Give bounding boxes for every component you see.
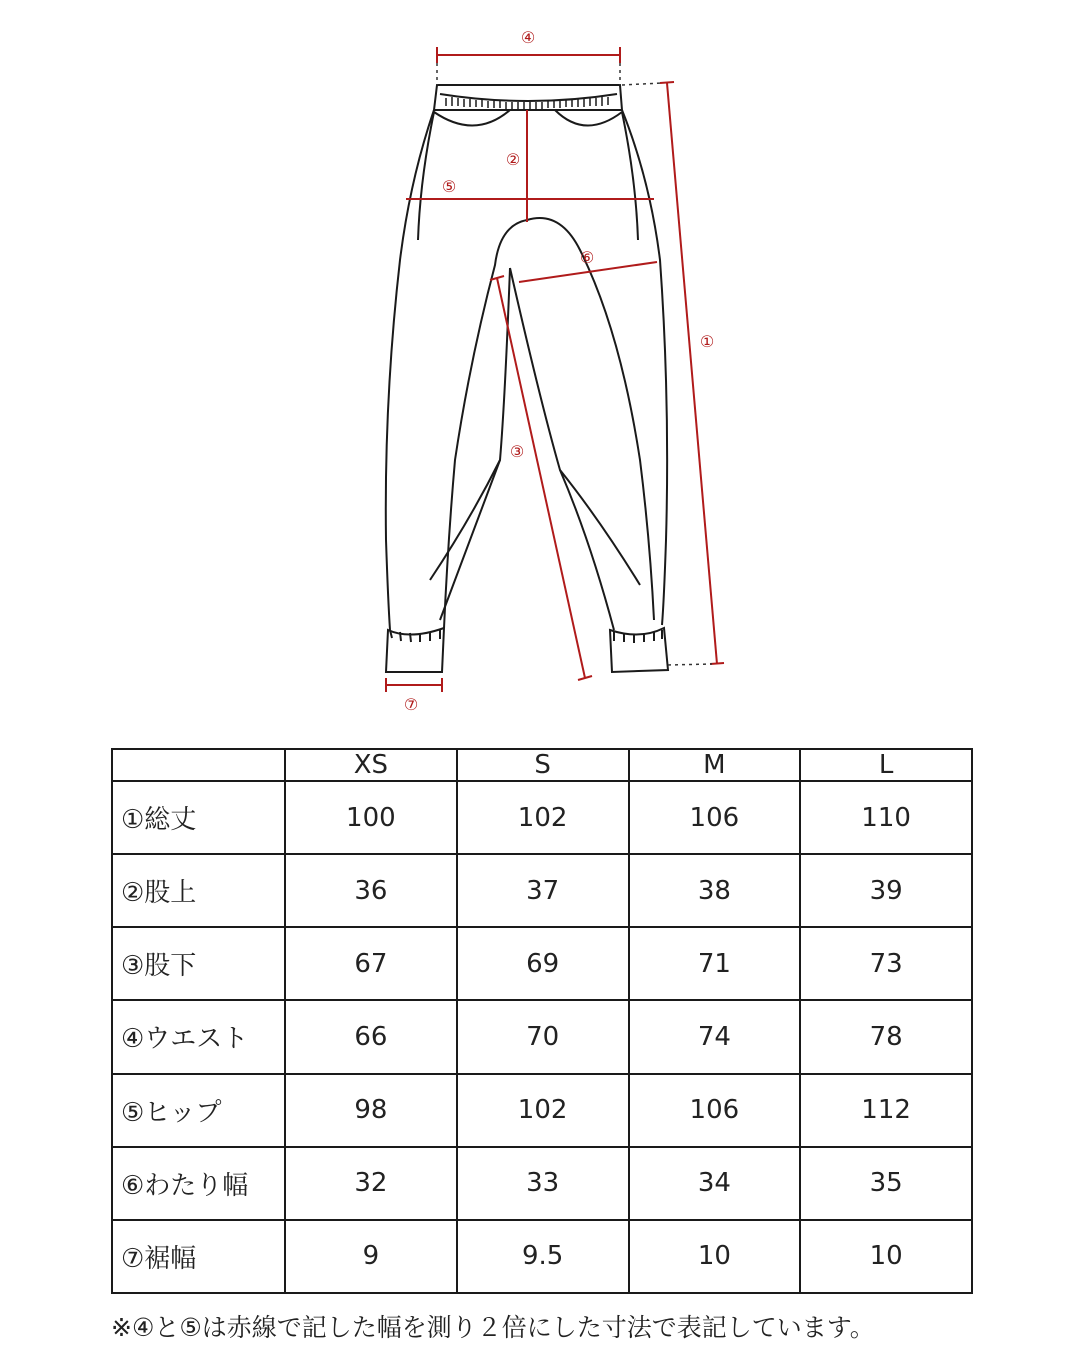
table-cell: 100 [285, 781, 457, 854]
row-label: ⑦裾幅 [112, 1220, 285, 1293]
table-cell: 73 [800, 927, 972, 1000]
table-cell: 70 [457, 1000, 629, 1073]
table-row [112, 1147, 972, 1220]
table-row [112, 854, 972, 927]
table-cell: 112 [800, 1074, 972, 1147]
table-header-cell: M [629, 749, 801, 781]
table-row [112, 1220, 972, 1293]
table-cell: 10 [629, 1220, 801, 1293]
table-cell: 66 [285, 1000, 457, 1073]
table-cell: 69 [457, 927, 629, 1000]
table-row [112, 781, 972, 854]
label-hip: ⑤ [441, 177, 457, 196]
table-cell: 10 [800, 1220, 972, 1293]
table-cell: 67 [285, 927, 457, 1000]
table-cell: 36 [285, 854, 457, 927]
row-label: ④ウエスト [112, 1000, 285, 1073]
table-cell: 33 [457, 1147, 629, 1220]
table-cell: 74 [629, 1000, 801, 1073]
footnote: ※④と⑤は赤線で記した幅を測り２倍にした寸法で表記しています。 [111, 1313, 875, 1342]
table-header-cell: XS [285, 749, 457, 781]
table-header-cell: S [457, 749, 629, 781]
table-cell: 78 [800, 1000, 972, 1073]
label-inseam: ③ [509, 442, 525, 461]
table-cell: 9 [285, 1220, 457, 1293]
row-label: ③股下 [112, 927, 285, 1000]
table-cell: 106 [629, 781, 801, 854]
table-cell: 102 [457, 1074, 629, 1147]
table-cell: 34 [629, 1147, 801, 1220]
size-chart-table [111, 748, 973, 1294]
label-rise: ② [505, 150, 521, 169]
table-cell: 102 [457, 781, 629, 854]
table-cell: 32 [285, 1147, 457, 1220]
table-header-row [112, 749, 972, 781]
table-cell: 71 [629, 927, 801, 1000]
table-header-cell [112, 749, 285, 781]
table-cell: 106 [629, 1074, 801, 1147]
label-total-length: ① [699, 332, 715, 351]
table-cell: 9.5 [457, 1220, 629, 1293]
label-waist: ④ [520, 28, 536, 47]
label-hem: ⑦ [403, 695, 419, 714]
table-cell: 39 [800, 854, 972, 927]
table-cell: 110 [800, 781, 972, 854]
label-thigh: ⑥ [579, 248, 595, 267]
row-label: ⑤ヒップ [112, 1074, 285, 1147]
row-label: ⑥わたり幅 [112, 1147, 285, 1220]
table-row [112, 927, 972, 1000]
table-cell: 37 [457, 854, 629, 927]
table-cell: 38 [629, 854, 801, 927]
row-label: ①総丈 [112, 781, 285, 854]
row-label: ②股上 [112, 854, 285, 927]
dotted-guides [437, 63, 715, 665]
table-cell: 98 [285, 1074, 457, 1147]
table-header-cell: L [800, 749, 972, 781]
table-row [112, 1074, 972, 1147]
table-cell: 35 [800, 1147, 972, 1220]
table-row [112, 1000, 972, 1073]
measurement-lines [386, 47, 724, 692]
